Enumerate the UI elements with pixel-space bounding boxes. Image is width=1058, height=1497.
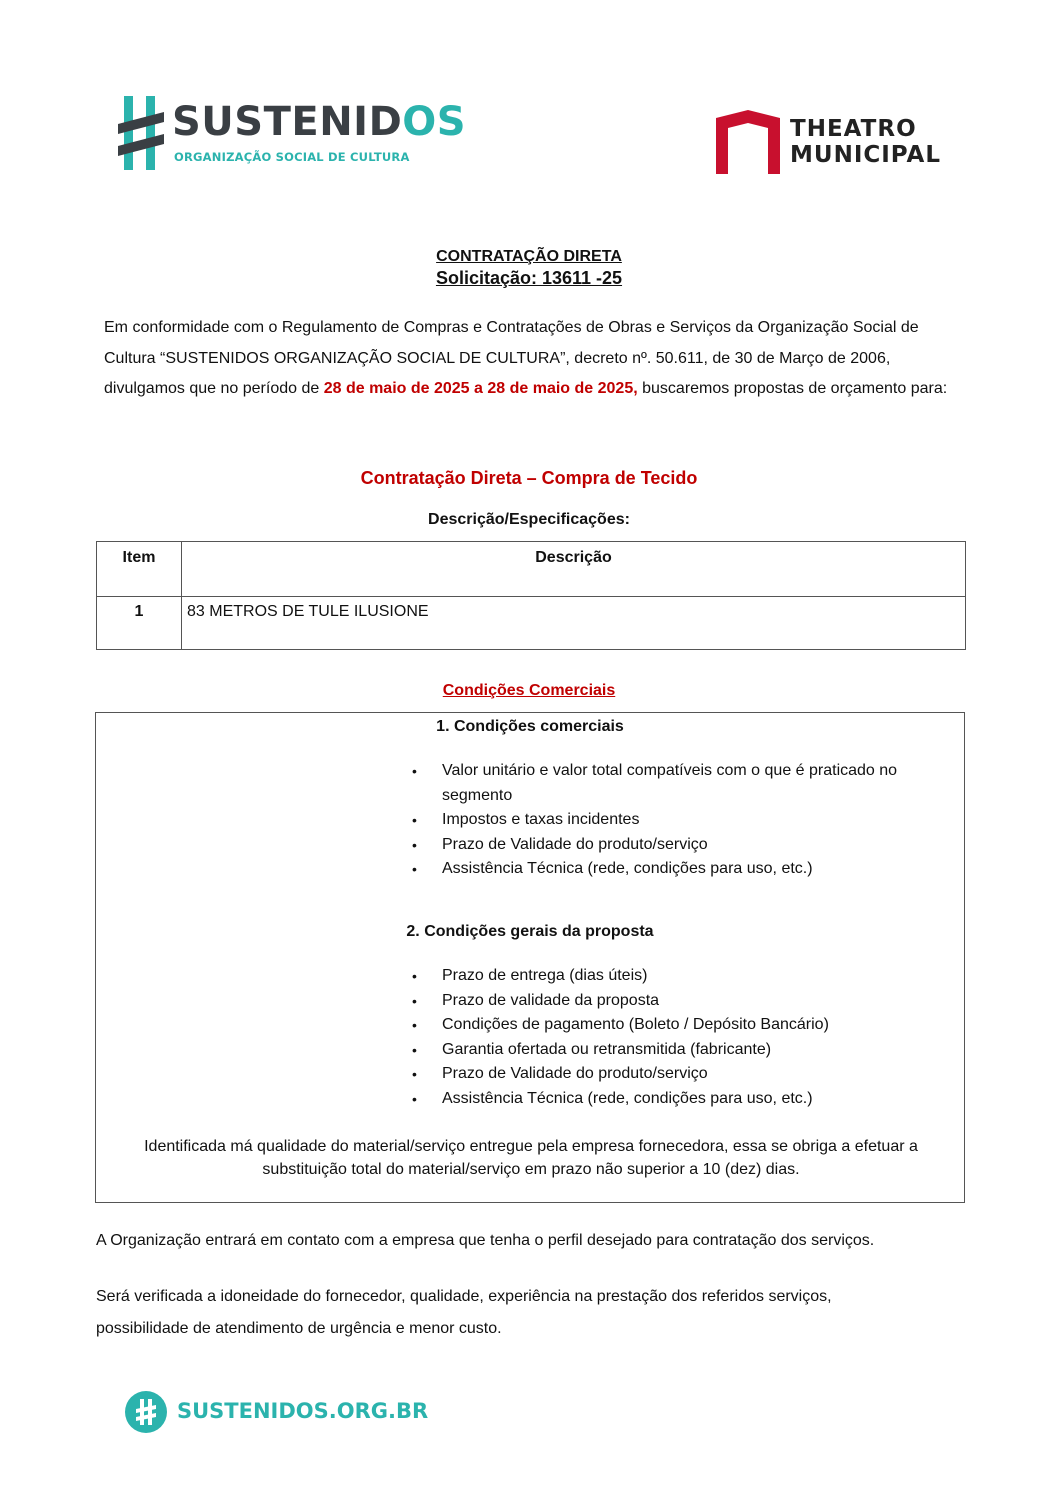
table-header-row	[97, 542, 966, 597]
section-title: Contratação Direta – Compra de Tecido	[360, 468, 698, 488]
conditions-box	[95, 712, 965, 1203]
footer	[125, 1391, 429, 1435]
list-item: • Garantia ofertada ou retransmitida (fabricante)	[406, 1038, 946, 1063]
list-item: • Prazo de Validade do produto/serviço	[406, 833, 946, 858]
spec-title: Descrição/Especificações:	[428, 511, 630, 528]
contact-paragraph: A Organização entrará em contato com a empresa que tenha o perfil desejado para contratação dos serviços.	[96, 1232, 875, 1249]
quality-clause: Identificada má qualidade do material/serviço entregue pela empresa fornecedora, essa se obriga a efetuar a substituição total do material/serviço em prazo não superior a 10 (dez) dias.	[144, 1138, 918, 1178]
verification-paragraph: Será verificada a idoneidade do fornecedor, qualidade, experiência na prestação dos referidos serviços, possibilidade de atendimento de urgência e menor custo.	[96, 1288, 832, 1337]
list-item: • Assistência Técnica (rede, condições para uso, etc.)	[406, 857, 946, 882]
website-link[interactable]: SUSTENIDOS.ORG.BR	[177, 1399, 429, 1423]
list-item: • Prazo de Validade do produto/serviço	[406, 1062, 946, 1087]
list-item: • Prazo de validade da proposta	[406, 989, 946, 1014]
table-row	[97, 597, 966, 650]
list-item: • Prazo de entrega (dias úteis)	[406, 964, 946, 989]
list-item: • Impostos e taxas incidentes	[406, 808, 946, 833]
general-conditions-title: 2. Condições gerais da proposta	[406, 923, 654, 940]
intro-paragraph: Em conformidade com o Regulamento de Compras e Contratações de Obras e Serviços da Organização Social de Cultura “SUSTENIDOS ORGANIZAÇÃO SOCIAL DE CULTURA”, decreto nº. 50.611, de 30 de Março de 2006, divulgamos que no período de 28 de maio de 2025 a 28 de maio de 2025, buscaremos propostas de orçamento para:	[104, 319, 948, 397]
theatro-arch-icon	[716, 110, 780, 174]
sustenidos-wordmark: SUSTENIDOS	[172, 99, 467, 145]
commercial-conditions-title: 1. Condições comerciais	[436, 718, 624, 735]
column-header-description: Descrição	[182, 542, 966, 597]
sustenidos-logo	[118, 94, 467, 174]
period-highlight: 28 de maio de 2025 a 28 de maio de 2025,	[323, 380, 638, 397]
item-table	[96, 541, 966, 650]
request-number: Solicitação: 13611 -25	[435, 268, 623, 288]
list-item: • Condições de pagamento (Boleto / Depósito Bancário)	[406, 1013, 946, 1038]
list-item: • Assistência Técnica (rede, condições para uso, etc.)	[406, 1087, 946, 1112]
theatro-municipal-logo	[716, 110, 956, 174]
general-conditions-list	[406, 964, 946, 1112]
commercial-conditions-list	[406, 759, 946, 882]
list-item: • Valor unitário e valor total compatíveis com o que é praticado no segmento	[406, 759, 946, 808]
item-number-cell: 1	[97, 597, 182, 650]
item-description-cell: 83 METROS DE TULE ILUSIONE	[182, 597, 966, 650]
hash-logo-icon	[118, 94, 168, 172]
theatro-wordmark: THEATRO MUNICIPAL	[790, 116, 942, 168]
conditions-heading: Condições Comerciais	[442, 682, 616, 699]
sustenidos-subtitle: ORGANIZAÇÃO SOCIAL DE CULTURA	[174, 150, 410, 164]
document-title: CONTRATAÇÃO DIRETA	[436, 248, 622, 265]
column-header-item: Item	[97, 542, 182, 597]
hash-icon	[125, 1391, 167, 1433]
